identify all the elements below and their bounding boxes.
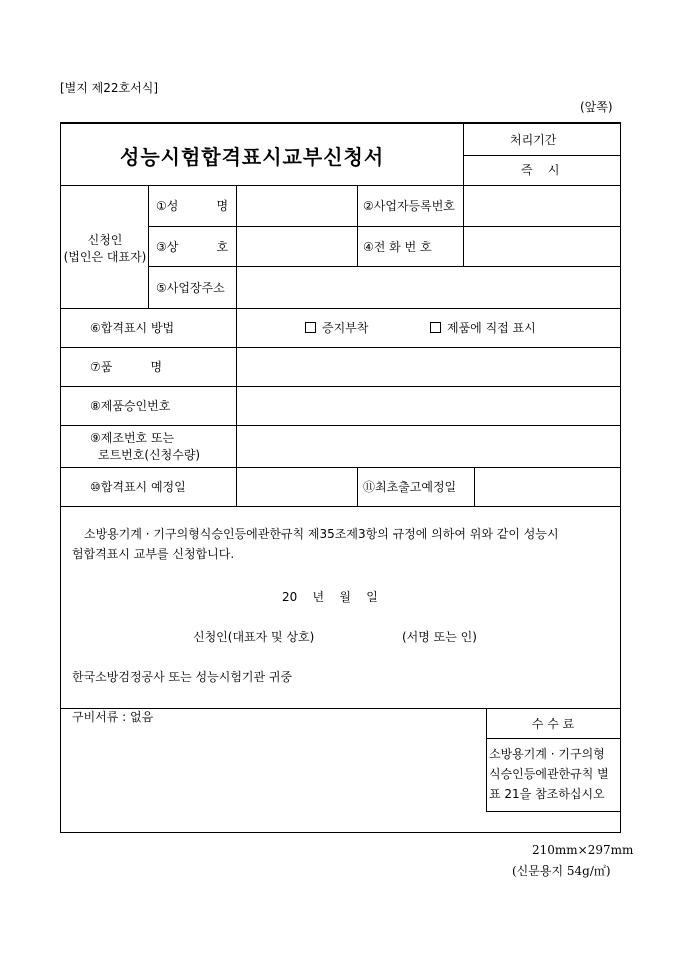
checkbox-icon[interactable]: [305, 322, 316, 333]
frame-bottom: [60, 832, 621, 833]
row-line: [148, 226, 621, 227]
row-line: [60, 425, 621, 426]
paper-type: (신문용지 54g/㎡): [512, 864, 611, 878]
name-value[interactable]: [240, 189, 354, 223]
address-value[interactable]: [240, 270, 617, 304]
manufacture-value[interactable]: [240, 428, 617, 464]
fee-box-top: [486, 708, 620, 709]
option-direct-mark[interactable]: 제품에 직접 표시: [430, 321, 536, 335]
col-line: [474, 467, 475, 506]
option-sticker[interactable]: 증지부착: [305, 321, 368, 335]
row-line: [148, 266, 621, 267]
title-divider: [463, 123, 464, 185]
frame-right: [620, 122, 621, 832]
page-side-label: (앞쪽): [580, 100, 613, 114]
row-line: [60, 185, 621, 186]
form-number: [별지 제22호서식]: [60, 81, 158, 95]
biz-reg-label: ②사업자등록번호: [363, 199, 455, 213]
processing-divider: [463, 155, 620, 156]
signature-note: (서명 또는 인): [402, 630, 477, 644]
manufacture-label: ⑨제조번호 또는 로트번호(신청수량): [90, 431, 201, 462]
approval-no-value[interactable]: [240, 389, 617, 423]
first-release-label: ⑪최초출고예정일: [363, 480, 457, 494]
fee-box-mid: [486, 738, 620, 739]
row-line: [60, 467, 621, 468]
approval-no-label: ⑧제품승인번호: [90, 399, 171, 413]
name-label: ①성 명: [156, 199, 229, 213]
phone-value[interactable]: [467, 229, 617, 263]
applicant-sign-label: 신청인(대표자 및 상호): [193, 630, 315, 644]
paper-size: 210mm×297mm: [532, 843, 634, 857]
processing-value: 즉 시: [521, 163, 560, 177]
expected-date-label: ⑩합격표시 예정일: [90, 480, 186, 494]
row-line: [60, 347, 621, 348]
row-line: [60, 386, 621, 387]
first-release-value[interactable]: [478, 470, 617, 504]
fee-box-bottom: [486, 811, 620, 812]
recipient-line: 한국소방검정공사 또는 성능시험기관 귀중: [72, 670, 293, 684]
company-value[interactable]: [240, 229, 354, 263]
documents-label: 구비서류 : 없음: [72, 710, 154, 724]
fee-description: 소방용기계 · 기구의형 식승인등에관한규칙 별 표 21을 참조하십시오: [489, 747, 609, 801]
biz-reg-value[interactable]: [467, 189, 617, 223]
frame-top: [60, 122, 621, 124]
col-line: [463, 185, 464, 267]
col-line: [357, 185, 358, 267]
frame-left: [60, 122, 61, 832]
application-date: 20 년 월 일: [282, 590, 378, 604]
expected-date-value[interactable]: [240, 470, 354, 504]
row-line: [60, 506, 621, 507]
display-method-label: ⑥합격표시 방법: [90, 321, 175, 335]
col-line: [357, 467, 358, 506]
col-line: [236, 185, 237, 506]
row-line: [60, 308, 621, 309]
fee-label: 수 수 료: [531, 717, 575, 731]
product-name-value[interactable]: [240, 350, 617, 384]
checkbox-icon[interactable]: [430, 322, 441, 333]
declaration-text: 소방용기계 · 기구의형식승인등에관한규칙 제35조제3항의 규정에 의하여 위와 같이 성능시 험합격표시 교부를 신청합니다.: [72, 527, 559, 561]
address-label: ⑤사업장주소: [156, 281, 225, 295]
col-line: [148, 185, 149, 308]
processing-label: 처리기간: [510, 133, 557, 147]
company-label: ③상 호: [156, 240, 229, 254]
phone-label: ④전 화 번 호: [363, 240, 432, 254]
applicant-group-label: 신청인 (법인은 대표자): [63, 233, 147, 264]
product-name-label: ⑦품 명: [90, 360, 163, 374]
form-title: 성능시험합격표시교부신청서: [120, 145, 385, 169]
